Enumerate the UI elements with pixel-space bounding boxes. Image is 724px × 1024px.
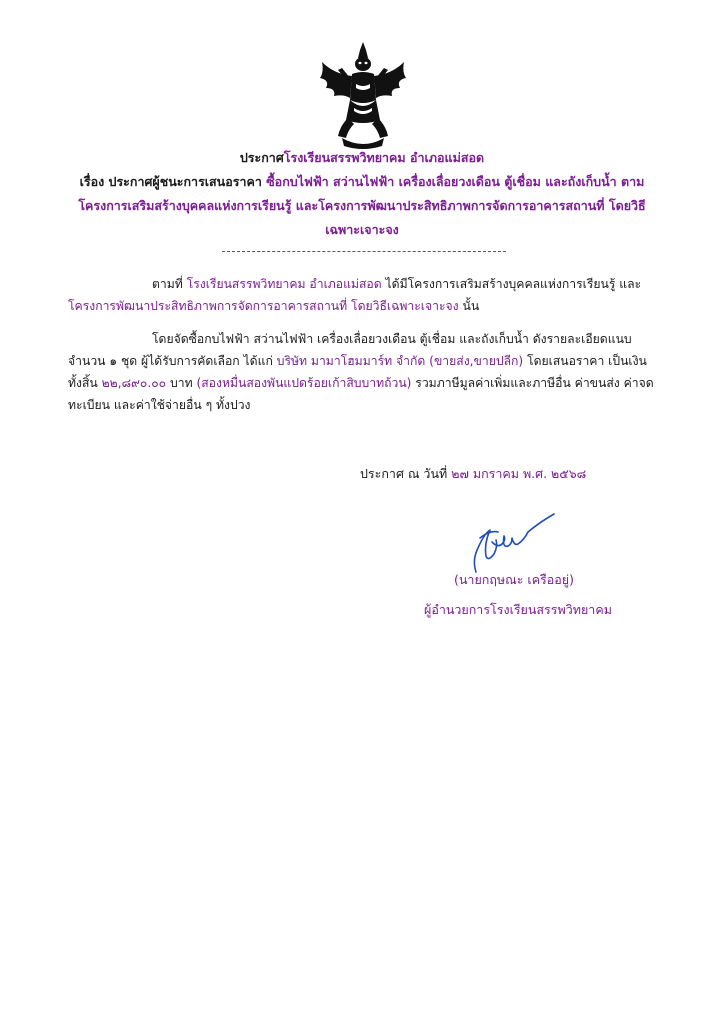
intro-projects: โครงการพัฒนาประสิทธิภาพการจัดการอาคารสถานที่ โดยวิธีเฉพาะเจาะจง xyxy=(68,299,459,313)
subject-prefix: เรื่อง ประกาศผู้ชนะการเสนอราคา xyxy=(79,174,267,189)
amount-value: ๒๒,๘๙๐.๐๐ xyxy=(101,376,167,390)
paragraph-details xyxy=(68,328,658,416)
intro-middle: ได้มีโครงการเสริมสร้างบุคคลแห่งการเรียนรู้ และ xyxy=(381,277,642,291)
vendor-name: บริษัท มามาโฮมมาร์ท จำกัด (ขายส่ง,ขายปลีก) xyxy=(276,354,524,368)
signer-name: (นายกฤษณะ เครืออยู่) xyxy=(454,572,574,587)
announcement-title xyxy=(60,146,664,242)
title-line-4: เฉพาะเจาะจง xyxy=(325,222,399,237)
subject-text: ซื้อกบไฟฟ้า สว่านไฟฟ้า เครื่องเลื่อยวงเดือน ตู้เชื่อม และถังเก็บน้ำ ตาม xyxy=(266,174,645,189)
details-part-3: บาท xyxy=(166,376,197,390)
announce-label: ประกาศ ณ วันที่ xyxy=(360,466,452,481)
details-part-1: โดยจัดซื้อกบไฟฟ้า สว่านไฟฟ้า เครื่องเลื่อยวงเดือน ตู้เชื่อม และถังเก็บน้ำ ดังรายละเอียดแนบ จำนวน ๑ ชุด ผู้ได้รับการคัดเลือก ได้แก่ xyxy=(68,332,632,368)
section-divider xyxy=(222,251,506,252)
details-part-4: รวมภาษีมูลค่าเพิ่มและภาษีอื่น ค่าขนส่ง ค่าจดทะเบียน และค่าใช้จ่ายอื่น ๆ ทั้งปวง xyxy=(68,376,654,412)
intro-tail: นั้น xyxy=(458,299,480,313)
handwritten-signature xyxy=(462,504,558,576)
title-line-2 xyxy=(60,170,664,194)
announce-date-line xyxy=(360,464,586,484)
garuda-emblem-icon xyxy=(316,40,410,150)
school-name: โรงเรียนสรรพวิทยาคม อำเภอแม่สอด xyxy=(283,150,485,165)
title-prefix: ประกาศ xyxy=(239,150,284,165)
announce-date: ๒๗ มกราคม พ.ศ. ๒๕๖๘ xyxy=(451,466,587,481)
details-part-2: โดยเสนอราคา เป็นเงินทั้งสิ้น xyxy=(68,354,647,390)
amount-text: (สองหมื่นสองพันแปดร้อยเก้าสิบบาทถ้วน) xyxy=(196,376,412,390)
signer-position: ผู้อำนวยการโรงเรียนสรรพวิทยาคม xyxy=(424,602,612,617)
title-line-3: โครงการเสริมสร้างบุคคลแห่งการเรียนรู้ และโครงการพัฒนาประสิทธิภาพการจัดการอาคารสถานที่ โดยวิธี xyxy=(78,198,646,213)
paragraph-intro xyxy=(68,273,658,317)
intro-school: โรงเรียนสรรพวิทยาคม อำเภอแม่สอด xyxy=(186,277,382,291)
title-line-1 xyxy=(60,146,664,170)
intro-lead: ตามที่ xyxy=(152,277,187,291)
